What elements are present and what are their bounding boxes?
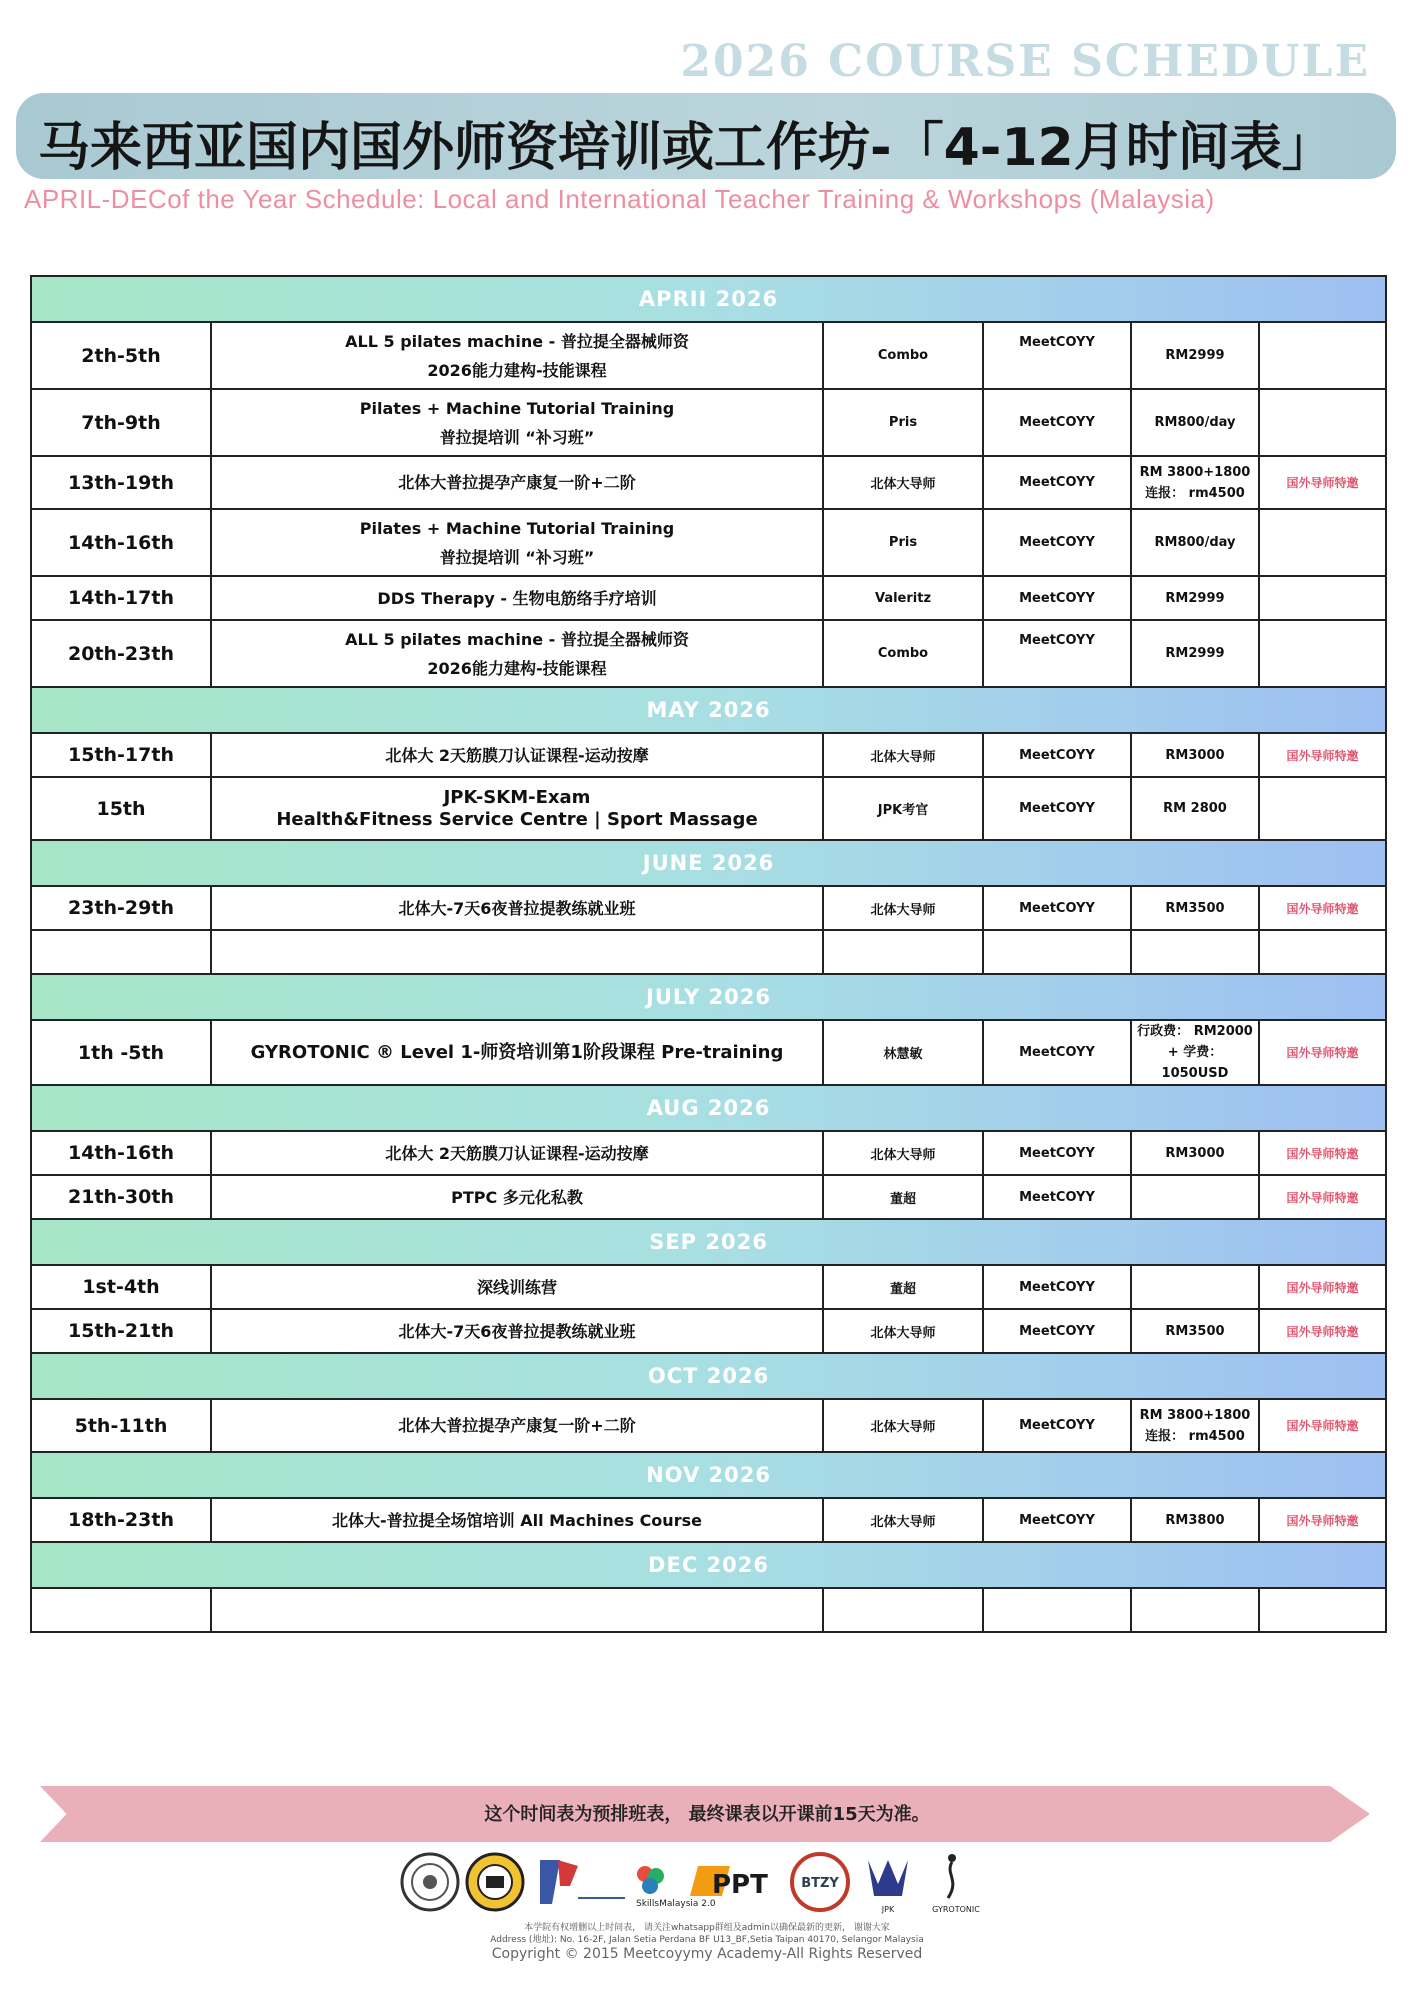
table-row	[31, 1020, 1386, 1085]
teacher-cell: Combo	[823, 322, 983, 389]
organizer-cell: MeetCOYY	[983, 886, 1131, 930]
course-cell	[211, 389, 823, 456]
course-cell	[211, 509, 823, 576]
date-cell: 7th-9th	[31, 389, 211, 456]
title-banner	[16, 93, 1396, 179]
ppt-logo-text: PPT	[712, 1870, 768, 1900]
empty-cell	[1259, 930, 1386, 974]
organizer-cell: MeetCOYY	[983, 1175, 1131, 1219]
month-header-sep	[31, 1219, 1386, 1265]
tag-cell	[1259, 620, 1386, 687]
table-row	[31, 456, 1386, 509]
teacher-cell: 北体大导师	[823, 1498, 983, 1542]
teacher-cell: Pris	[823, 509, 983, 576]
jpk-logo-text: JPK	[881, 1905, 895, 1914]
course-line: 普拉提培训 “补习班”	[439, 547, 595, 567]
schedule-table	[30, 275, 1387, 1633]
tag-cell: 国外导师特邀	[1259, 456, 1386, 509]
course-line: ALL 5 pilates machine - 普拉提全器械师资	[345, 331, 689, 351]
teacher-cell: 董超	[823, 1175, 983, 1219]
footer-small-note: 本学院有权增删以上时间表， 请关注whatsapp群组及admin以确保最新的更新， 谢谢大家	[524, 1923, 890, 1933]
footer-note: 这个时间表为预排班表， 最终课表以开课前15天为准。	[484, 1804, 930, 1825]
ppt-logo-icon	[690, 1866, 768, 1900]
table-row	[31, 1399, 1386, 1452]
empty-cell	[31, 1588, 211, 1632]
date-cell: 13th-19th	[31, 456, 211, 509]
teacher-cell: 北体大导师	[823, 456, 983, 509]
page-subtitle: APRIL-DECof the Year Schedule: Local and International Teacher Training & Workshops (Malaysia)	[24, 184, 1215, 214]
teacher-cell: 北体大导师	[823, 886, 983, 930]
tag-cell: 国外导师特邀	[1259, 1020, 1386, 1085]
table-row	[31, 733, 1386, 777]
course-cell	[211, 777, 823, 840]
course-line: 2026能力建构-技能课程	[427, 658, 607, 678]
empty-cell	[211, 1588, 823, 1632]
empty-cell	[983, 930, 1131, 974]
price-cell: RM800/day	[1131, 509, 1259, 576]
course-cell: 北体大-普拉提全场馆培训 All Machines Course	[211, 1498, 823, 1542]
table-row-empty	[31, 1588, 1386, 1632]
month-header-june	[31, 840, 1386, 886]
price-cell: RM3800	[1131, 1498, 1259, 1542]
month-label: AUG 2026	[31, 1085, 1386, 1131]
month-label: MAY 2026	[31, 687, 1386, 733]
tag-cell	[1259, 389, 1386, 456]
table-row	[31, 322, 1386, 389]
organizer-cell: MeetCOYY	[983, 1020, 1131, 1085]
date-cell: 2th-5th	[31, 322, 211, 389]
month-label: DEC 2026	[31, 1542, 1386, 1588]
course-line: 2026能力建构-技能课程	[427, 360, 607, 380]
tag-cell: 国外导师特邀	[1259, 1309, 1386, 1353]
btzy-seal-icon	[792, 1854, 848, 1910]
organizer-cell: MeetCOYY	[983, 576, 1131, 620]
date-cell: 5th-11th	[31, 1399, 211, 1452]
date-cell: 21th-30th	[31, 1175, 211, 1219]
month-label: APRII 2026	[31, 276, 1386, 322]
course-line: JPK-SKM-Exam	[443, 786, 591, 808]
teacher-cell: JPK考官	[823, 777, 983, 840]
price-cell: RM3500	[1131, 1309, 1259, 1353]
course-cell: 北体大普拉提孕产康复一阶+二阶	[211, 1399, 823, 1452]
tag-cell	[1259, 777, 1386, 840]
month-label: JULY 2026	[31, 974, 1386, 1020]
teacher-cell: 北体大导师	[823, 733, 983, 777]
price-line: RM 3800+1800	[1139, 464, 1251, 480]
table-row	[31, 886, 1386, 930]
date-cell: 23th-29th	[31, 886, 211, 930]
price-cell	[1131, 1399, 1259, 1452]
month-header-may	[31, 687, 1386, 733]
organizer-cell: MeetCOYY	[983, 1265, 1131, 1309]
organizer-cell: MeetCOYY	[983, 1309, 1131, 1353]
date-cell: 15th-17th	[31, 733, 211, 777]
copyright: Copyright © 2015 Meetcoyymy Academy-All Rights Reserved	[491, 1946, 923, 1962]
btzy-logo-text: BTZY	[801, 1876, 839, 1891]
empty-cell	[983, 1588, 1131, 1632]
price-cell	[1131, 1175, 1259, 1219]
course-cell: DDS Therapy - 生物电筋络手疗培训	[211, 576, 823, 620]
month-header-dec	[31, 1542, 1386, 1588]
teacher-cell: 北体大导师	[823, 1131, 983, 1175]
dept-logo-icon	[540, 1860, 625, 1904]
date-cell: 15th	[31, 777, 211, 840]
organizer-cell: MeetCOYY	[983, 456, 1131, 509]
course-cell: 北体大-7天6夜普拉提教练就业班	[211, 886, 823, 930]
partner-logos	[400, 1846, 1000, 1918]
price-cell: RM3000	[1131, 1131, 1259, 1175]
course-cell	[211, 322, 823, 389]
organizer-cell: MeetCOYY	[983, 777, 1131, 840]
price-cell	[1131, 1020, 1259, 1085]
price-cell: RM3000	[1131, 733, 1259, 777]
price-cell: RM2999	[1131, 620, 1259, 687]
organizer-cell: MeetCOYY	[983, 389, 1131, 456]
organizer-cell: MeetCOYY	[983, 620, 1131, 687]
price-cell	[1131, 1265, 1259, 1309]
price-cell: RM800/day	[1131, 389, 1259, 456]
page-title: 马来西亚国内国外师资培训或工作坊-「4-12月时间表」	[38, 118, 1334, 178]
table-row	[31, 620, 1386, 687]
table-row	[31, 777, 1386, 840]
month-header-july	[31, 974, 1386, 1020]
month-label: NOV 2026	[31, 1452, 1386, 1498]
price-cell: RM 2800	[1131, 777, 1259, 840]
teacher-cell: 北体大导师	[823, 1309, 983, 1353]
jpk-logo-icon	[868, 1860, 908, 1914]
course-cell: GYROTONIC ® Level 1-师资培训第1阶段课程 Pre-training	[211, 1020, 823, 1085]
tag-cell: 国外导师特邀	[1259, 1399, 1386, 1452]
course-cell	[211, 620, 823, 687]
price-cell: RM2999	[1131, 576, 1259, 620]
table-row-empty	[31, 930, 1386, 974]
course-cell: 北体大普拉提孕产康复一阶+二阶	[211, 456, 823, 509]
tag-cell	[1259, 322, 1386, 389]
price-line: + 学费： 1050USD	[1161, 1045, 1229, 1081]
date-cell: 1th -5th	[31, 1020, 211, 1085]
date-cell: 14th-16th	[31, 1131, 211, 1175]
date-cell: 15th-21th	[31, 1309, 211, 1353]
skills-logo-text: SkillsMalaysia 2.0	[636, 1899, 716, 1909]
tag-cell: 国外导师特邀	[1259, 1131, 1386, 1175]
empty-cell	[823, 1588, 983, 1632]
month-header-nov	[31, 1452, 1386, 1498]
date-cell: 14th-16th	[31, 509, 211, 576]
price-line: 连报： rm4500	[1145, 1428, 1245, 1444]
month-header-aug	[31, 1085, 1386, 1131]
table-row	[31, 1175, 1386, 1219]
price-line: 行政费： RM2000	[1137, 1024, 1253, 1039]
month-label: SEP 2026	[31, 1219, 1386, 1265]
price-cell	[1131, 456, 1259, 509]
tag-cell	[1259, 576, 1386, 620]
organizer-cell: MeetCOYY	[983, 733, 1131, 777]
date-cell: 18th-23th	[31, 1498, 211, 1542]
organizer-cell: MeetCOYY	[983, 1399, 1131, 1452]
teacher-cell: Combo	[823, 620, 983, 687]
empty-cell	[1259, 1588, 1386, 1632]
month-header-april	[31, 276, 1386, 322]
course-line: ALL 5 pilates machine - 普拉提全器械师资	[345, 629, 689, 649]
empty-cell	[211, 930, 823, 974]
teacher-cell: 董超	[823, 1265, 983, 1309]
cpa-seal-icon	[402, 1854, 458, 1910]
teacher-cell: Valeritz	[823, 576, 983, 620]
month-label: JUNE 2026	[31, 840, 1386, 886]
tag-cell: 国外导师特邀	[1259, 886, 1386, 930]
table-row	[31, 1498, 1386, 1542]
association-seal-icon	[467, 1854, 523, 1910]
organizer-cell: MeetCOYY	[983, 1498, 1131, 1542]
course-cell: 北体大 2天筋膜刀认证课程-运动按摩	[211, 733, 823, 777]
gyrotonic-logo-icon	[932, 1854, 980, 1914]
tag-cell: 国外导师特邀	[1259, 1498, 1386, 1542]
tag-cell: 国外导师特邀	[1259, 733, 1386, 777]
empty-cell	[31, 930, 211, 974]
course-cell: 深线训练营	[211, 1265, 823, 1309]
tag-cell: 国外导师特邀	[1259, 1175, 1386, 1219]
course-cell: 北体大-7天6夜普拉提教练就业班	[211, 1309, 823, 1353]
price-cell: RM3500	[1131, 886, 1259, 930]
course-cell: PTPC 多元化私教	[211, 1175, 823, 1219]
course-line: Health&Fitness Service Centre | Sport Massage	[276, 808, 758, 830]
course-line: 普拉提培训 “补习班”	[439, 427, 595, 447]
organizer-cell: MeetCOYY	[983, 509, 1131, 576]
date-cell: 14th-17th	[31, 576, 211, 620]
tag-cell: 国外导师特邀	[1259, 1265, 1386, 1309]
table-row	[31, 576, 1386, 620]
tag-cell	[1259, 509, 1386, 576]
month-label: OCT 2026	[31, 1353, 1386, 1399]
table-row	[31, 389, 1386, 456]
table-row	[31, 1131, 1386, 1175]
empty-cell	[823, 930, 983, 974]
empty-cell	[1131, 1588, 1259, 1632]
table-row	[31, 1309, 1386, 1353]
price-line: RM 3800+1800	[1139, 1407, 1251, 1423]
month-header-oct	[31, 1353, 1386, 1399]
schedule-kicker: 2026 COURSE SCHEDULE	[680, 36, 1370, 87]
organizer-cell: MeetCOYY	[983, 1131, 1131, 1175]
teacher-cell: 北体大导师	[823, 1399, 983, 1452]
table-row	[31, 1265, 1386, 1309]
organizer-cell: MeetCOYY	[983, 322, 1131, 389]
course-cell: 北体大 2天筋膜刀认证课程-运动按摩	[211, 1131, 823, 1175]
price-line: 连报： rm4500	[1145, 485, 1245, 501]
table-row	[31, 509, 1386, 576]
teacher-cell: Pris	[823, 389, 983, 456]
date-cell: 20th-23th	[31, 620, 211, 687]
price-cell: RM2999	[1131, 322, 1259, 389]
teacher-cell: 林慧敏	[823, 1020, 983, 1085]
gyrotonic-logo-text: GYROTONIC	[932, 1905, 980, 1914]
empty-cell	[1131, 930, 1259, 974]
course-line: Pilates + Machine Tutorial Training	[359, 398, 675, 418]
footer-address: Address (地址): No. 16-2F, Jalan Setia Perdana BF U13_BF,Setia Taipan 40170, Selangor Malaysia	[490, 1935, 924, 1945]
course-line: Pilates + Machine Tutorial Training	[359, 518, 675, 538]
date-cell: 1st-4th	[31, 1265, 211, 1309]
